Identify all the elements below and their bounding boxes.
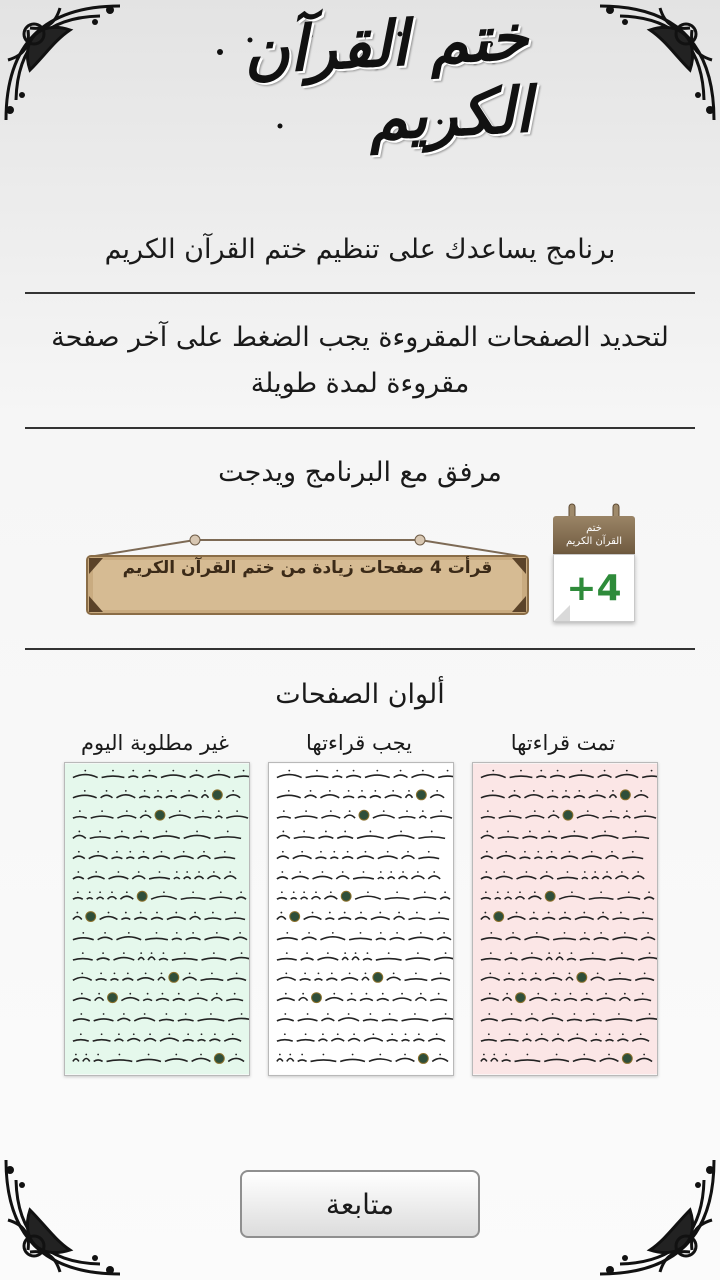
quran-text-icon <box>65 763 249 1075</box>
page-sample-card <box>268 762 454 1076</box>
instruction-line-1: لتحديد الصفحات المقروءة يجب الضغط على آخر صفحة <box>51 322 669 353</box>
page-sample-label: تمت قراءتها <box>510 731 616 755</box>
page-curl <box>554 605 570 621</box>
page-sample-label: يجب قراءتها <box>306 731 412 755</box>
page-sample-card <box>472 762 658 1076</box>
calendar-title-line-1: ختم <box>586 523 602 534</box>
widget-calendar <box>553 502 635 622</box>
intro-description: برنامج يساعدك على تنظيم ختم القرآن الكريم <box>104 234 616 265</box>
instruction-line-2: مقروءة لمدة طويلة <box>250 368 470 399</box>
quran-text-icon <box>269 763 453 1075</box>
app-title: ختم القرآن الكريم <box>242 0 534 155</box>
page-sample-label: غير مطلوبة اليوم <box>80 731 230 755</box>
continue-button[interactable]: متابعة <box>240 1170 480 1238</box>
widget-wood-board <box>85 518 530 618</box>
page-sample-not-required <box>60 728 250 1076</box>
page-sample-required <box>264 728 454 1076</box>
app-title-logo <box>190 0 534 155</box>
widget-board-text: قرأت 4 صفحات زيادة من ختم القرآن الكريم <box>122 558 493 578</box>
divider <box>25 292 695 294</box>
corner-ornament-top-right <box>595 0 720 125</box>
divider <box>25 648 695 650</box>
page-sample-read <box>468 728 658 1076</box>
corner-ornament-bottom-left <box>0 1155 125 1280</box>
calendar-value: +4 <box>566 567 622 609</box>
corner-ornament-bottom-right <box>595 1155 720 1280</box>
divider <box>25 427 695 429</box>
calendar-title-line-2: القرآن الكريم <box>565 536 622 547</box>
page-sample-card <box>64 762 250 1076</box>
calendar-header <box>553 516 635 554</box>
widget-preview <box>85 500 640 630</box>
widget-note: مرفق مع البرنامج ويدجت <box>218 457 502 488</box>
page-colors-heading: ألوان الصفحات <box>275 679 445 710</box>
quran-text-icon <box>473 763 657 1075</box>
calendar-body <box>553 554 635 622</box>
corner-ornament-top-left <box>0 0 125 125</box>
